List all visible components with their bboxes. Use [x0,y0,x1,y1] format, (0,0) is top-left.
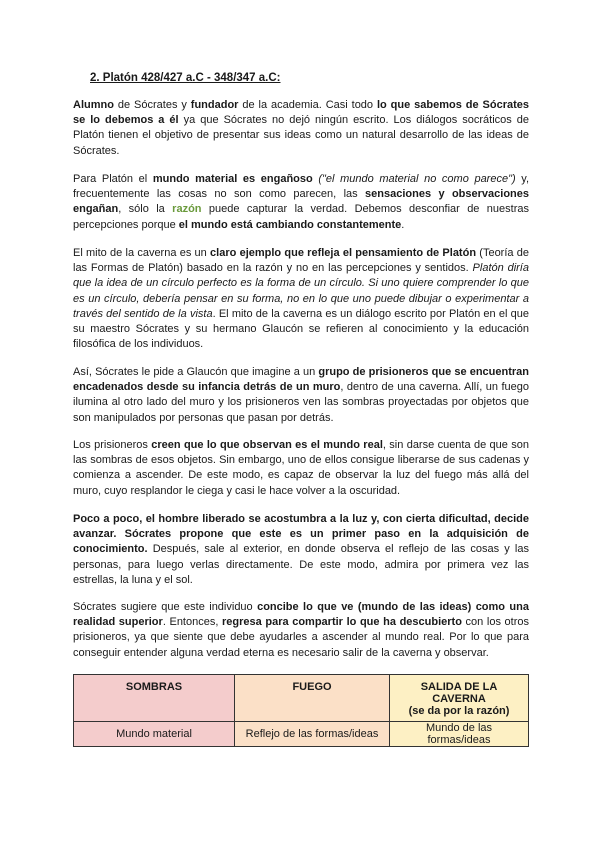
header-salida-subtitle: (se da por la razón) [408,705,510,717]
text-bold: mundo material es engañoso [152,173,313,185]
text-bold: concibe lo que ve (mundo de las ideas) como una realidad superior [73,601,529,629]
text: (Teoría de las Formas de Platón) basado en la razón y no en las percepciones y sentidos. [73,247,530,275]
header-salida-title: SALIDA DE LA CAVERNA [420,681,498,705]
text-italic: Platón diría que la idea de un círculo perfecto es la forma de un círculo. Si uno quiere comprender lo que es un círculo, debería pensar en su forma, no en lo que uno puede dibujar o experimentar a través del sentido de la vista [73,262,529,320]
paragraph-mito-caverna [73,246,529,352]
header-salida-caverna [390,675,529,722]
header-sombras: SOMBRAS [74,675,235,722]
cell-mundo-formas: Mundo de las formas/ideas [390,722,529,747]
text-bold: Alumno [73,99,114,111]
text: puede capturar la verdad. Debemos desconfiar de nuestras percepciones porque [73,203,529,231]
text: Para Platón el [73,173,153,185]
text-bold: creen que lo que observan es el mundo real [151,439,383,451]
text: de la academia. Casi todo [238,99,377,111]
text-bold: el mundo está cambiando constantemente [178,218,402,231]
text-bold: fundador [190,99,239,111]
cell-mundo-material: Mundo material [74,722,235,747]
table-row [74,722,529,747]
text-green-highlight: razón [172,203,202,216]
text: y, frecuentemente las cosas no son como parecen, las [73,173,530,201]
text-bold: grupo de prisioneros que se encuentran encadenados desde su infancia detrás de un muro [73,366,529,394]
paragraph-mundo-material [73,172,529,233]
text-bold: claro ejemplo que refleja el pensamiento de Platón [210,247,477,259]
cell-reflejo-formas: Reflejo de las formas/ideas [235,722,390,747]
paragraph-realidad-superior [73,600,529,661]
text: El mito de la caverna es un [73,247,211,259]
text: de Sócrates y [113,99,191,111]
text: , sólo la [118,203,173,216]
text: con los otros prisioneros, ya que siente que debe ayudarles a ascender al mundo real. Por lo que para conseguir entender alguna verdad eterna es necesario salir de la caverna y observar. [73,616,530,659]
text-bold: sensaciones y observaciones engañan [73,188,530,216]
text-bold: lo que sabemos de Sócrates se lo debemos a él [73,99,529,127]
paragraph-alumno [73,98,529,159]
text: Los prisioneros [73,439,152,451]
section-heading: 2. Platón 428/427 a.C - 348/347 a.C: [90,72,281,84]
text: , sin darse cuenta de que son las sombras de esos objetos. Sin embargo, uno de ellos consigue liberarse de sus cadenas y comienza a ascender. De este modo, es capaz de observar la luz del fuego más allá del muro, cuyo resplandor le ciega y casi le hace volver a la oscuridad. [73,439,529,497]
text: Después, sale al exterior, en donde observa el reflejo de las cosas y las personas, para luego verlas directamente. De este modo, admira por primera vez las estrellas, la luna y el sol. [73,543,529,586]
text-italic: ("el mundo material no como parece") [312,173,516,185]
text-bold: Poco a poco, el hombre liberado se acostumbra a la luz y, con cierta dificultad, decide avanzar. Sócrates propone que este es un primer paso en la adquisición de conocimiento. [73,513,529,556]
table-header-row [74,675,529,722]
text: , dentro de una caverna. Allí, un fuego ilumina al otro lado del muro y los prisioneros ven las sombras proyectadas por objetos que son manipulados por personas que pasan por detrás. [73,381,529,424]
text: . El mito de la caverna es un diálogo escrito por Platón en el que su maestro Sócrates y su hermano Glaucón se refieren al conocimiento y la educación filosófica de los individuos. [73,307,529,351]
text-bold: regresa para compartir lo que ha descubierto [222,616,462,629]
text: . [401,218,405,231]
header-fuego: FUEGO [235,675,390,722]
paragraph-prisioneros [73,365,529,426]
text: . Entonces, [162,616,223,629]
comparison-table [73,674,529,747]
text: ya que Sócrates no dejó ningún escrito. Los diálogos socráticos de Platón tienen el objetivo de presentar sus ideas como un natural desarrollo de las ideas de Sócrates. [73,114,529,157]
text: Sócrates sugiere que este individuo [73,601,258,613]
text: Así, Sócrates le pide a Glaucón que imagine a un [73,366,319,378]
paragraph-mundo-real [73,438,529,499]
paragraph-hombre-liberado [73,512,529,588]
